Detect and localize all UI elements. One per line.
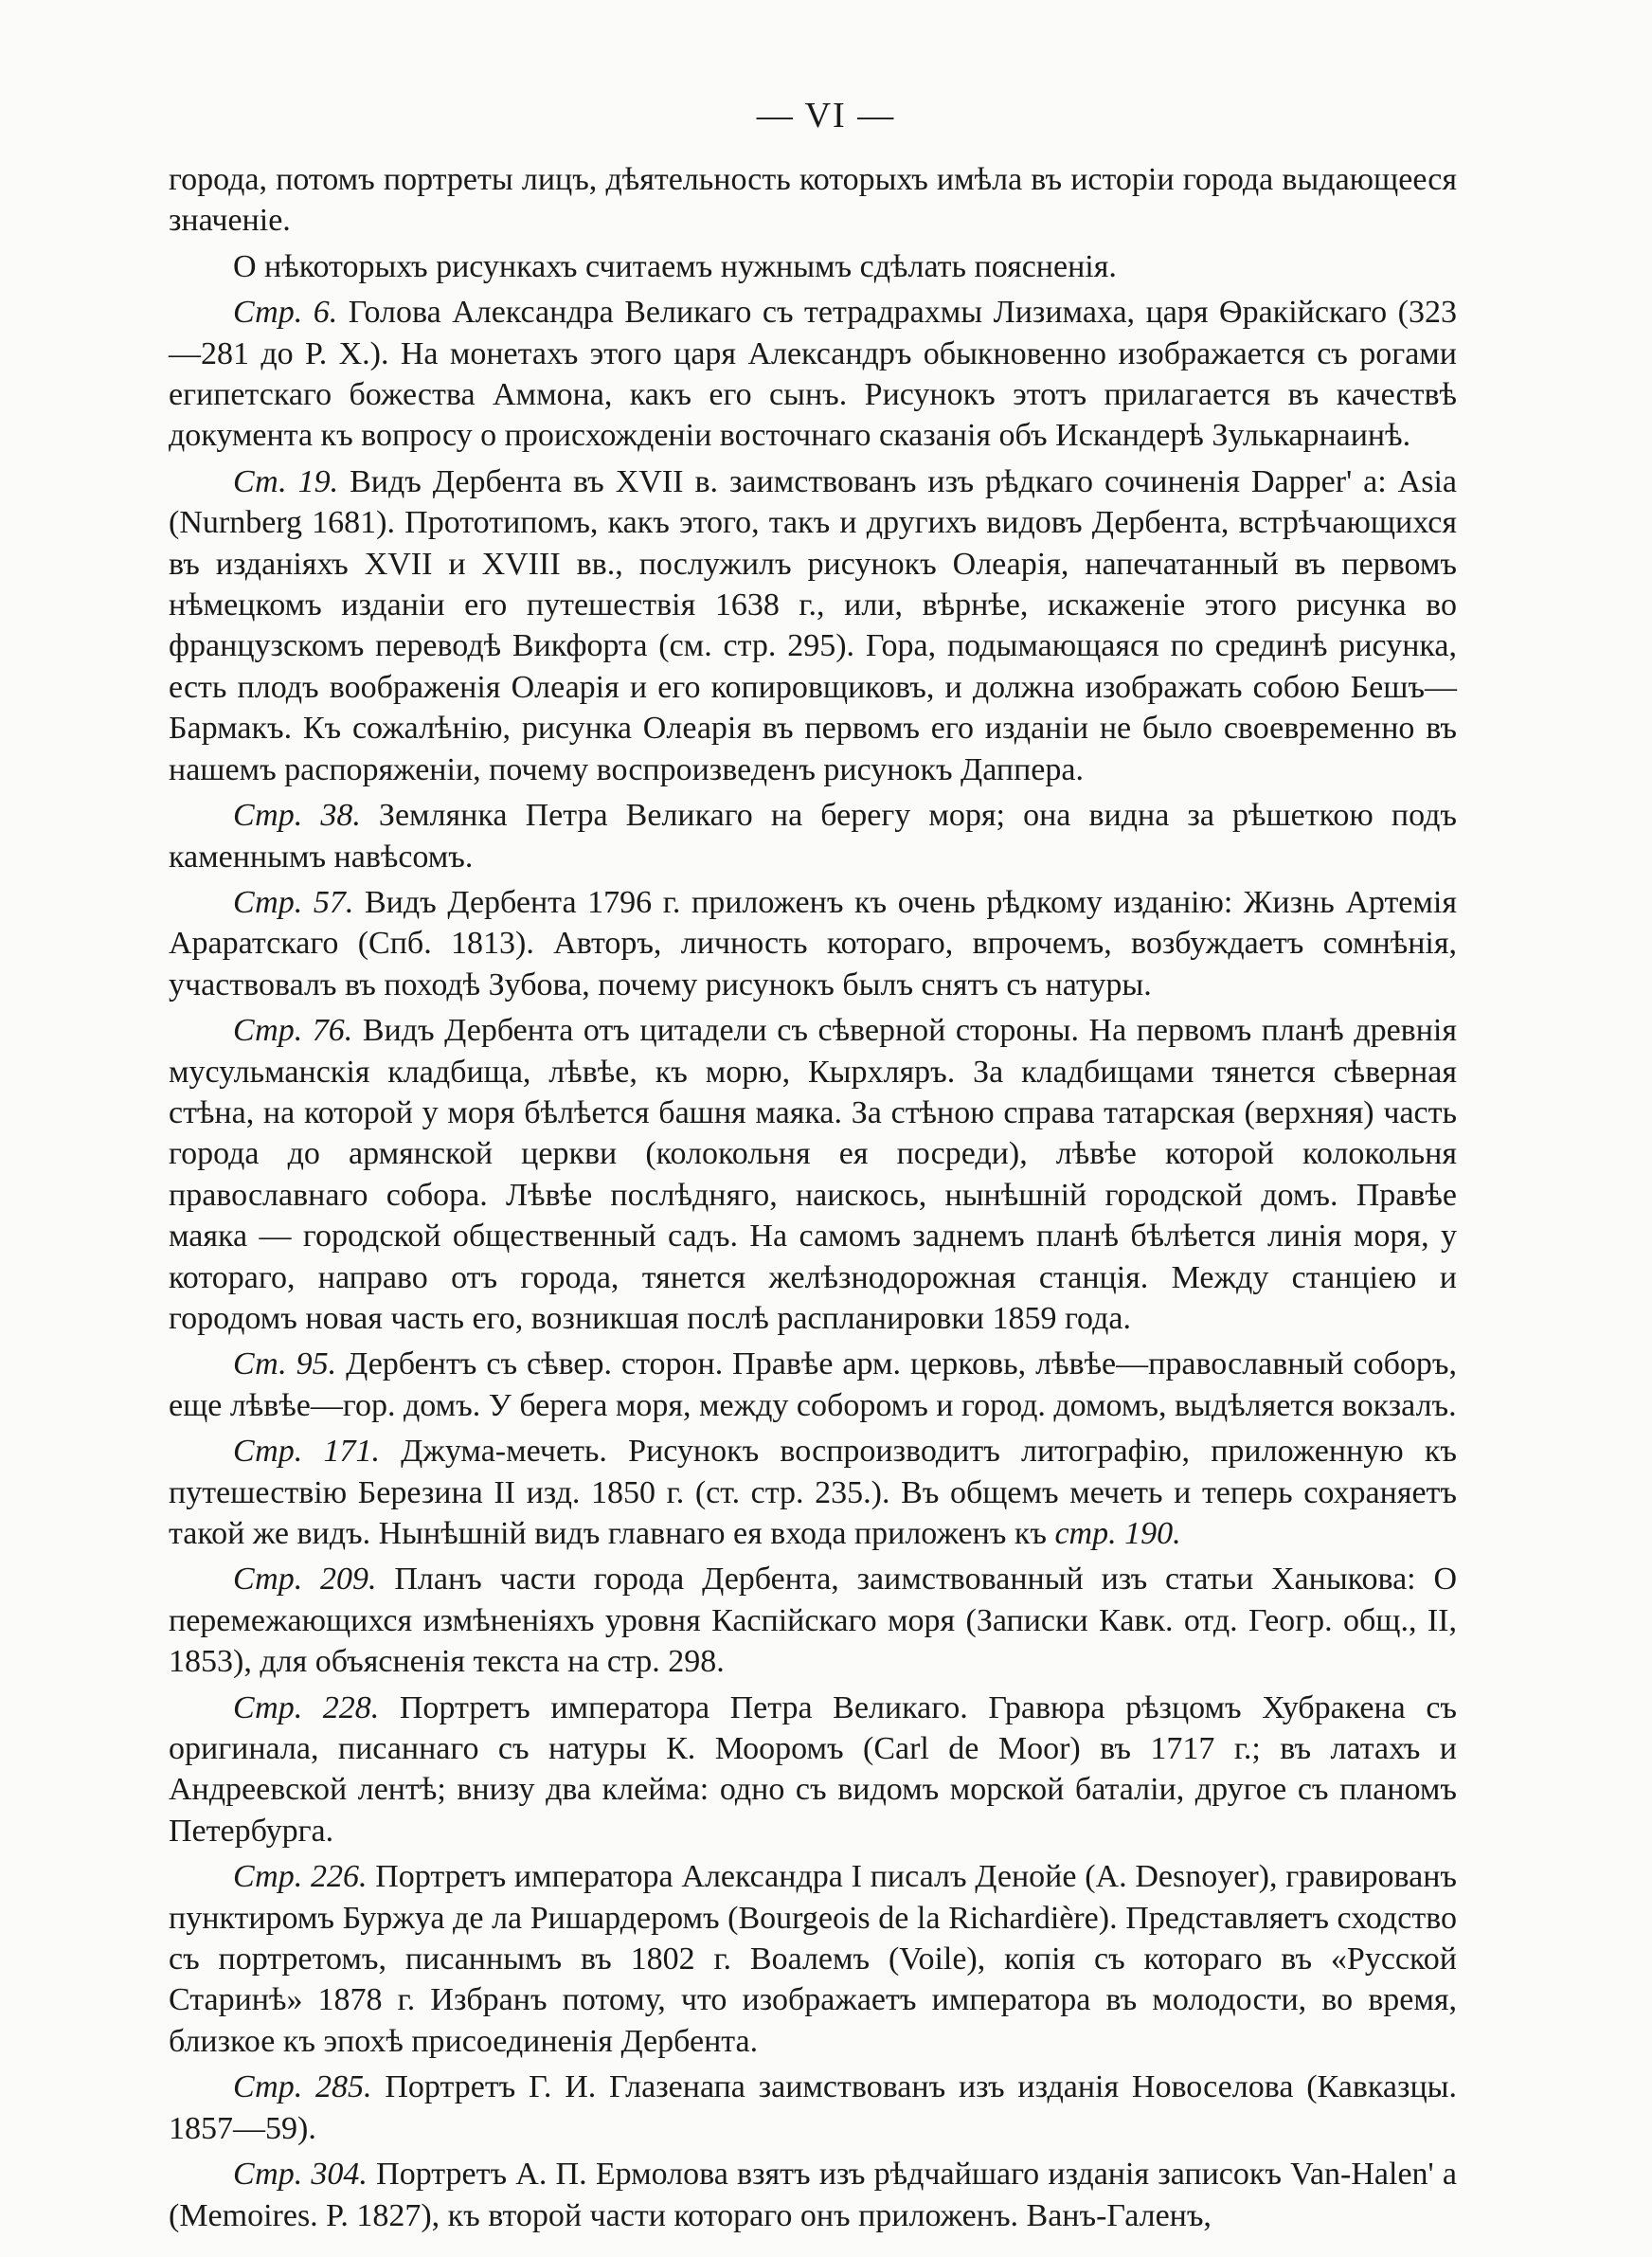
paragraph-page-171 <box>169 1431 1457 1554</box>
paragraph-page-304 <box>169 2154 1457 2236</box>
paragraph-text: Голова Александра Великаго съ тетрадрахмы Лизимаха, царя Ѳракійскаго (323—281 до Р. Х.). На монетахъ этого царя Александръ обыкновенно изображается съ рогами египетскаго божества Аммона, какъ его сынъ. Рисунокъ этотъ прилагается въ качествѣ документа къ вопросу о происхожденіи восточнаго сказанія объ Искандерѣ Зулькарнаинѣ. <box>169 295 1457 454</box>
paragraph-page-95 <box>169 1344 1457 1426</box>
page-reference: Стр. 228. <box>233 1689 380 1725</box>
page-reference-end: стр. 190. <box>1054 1516 1181 1551</box>
paragraph-page-76 <box>169 1010 1457 1339</box>
paragraph-text: Планъ части города Дербента, заимствованный изъ статьи Ханыкова: О перемежающихся измѣненіяхъ уровня Каспійскаго моря (Записки Кавк. отд. Геогр. общ., II, 1853), для объясненія текста на стр. 298. <box>169 1562 1457 1680</box>
paragraph-page-19 <box>169 461 1457 790</box>
paragraph-note <box>169 246 1457 287</box>
paragraph-page-226 <box>169 1856 1457 2062</box>
paragraph-text: города, потомъ портреты лицъ, дѣятельность которыхъ имѣла въ исторіи города выдающееся значеніе. <box>169 162 1457 239</box>
page-reference: Стр. 209. <box>233 1562 377 1598</box>
paragraph-text: О нѣкоторыхъ рисункахъ считаемъ нужнымъ сдѣлать поясненія. <box>233 248 1117 284</box>
paragraph-page-228 <box>169 1688 1457 1852</box>
paragraph-text: Портретъ императора Александра I писалъ Денойе (A. Desnoyer), гравированъ пунктиромъ Буржуа де ла Ришардеромъ (Bourgeois de la Richardière). Представляетъ сходство съ портретомъ, писаннымъ въ 1802 г. Воалемъ (Voile), копія съ котораго въ «Русской Старинѣ» 1878 г. Избранъ потому, что изображаетъ императора въ молодости, во время, близкое къ эпохѣ присоединенія Дербента. <box>169 1859 1457 2059</box>
paragraph-text: Видъ Дербента отъ цитадели съ сѣверной стороны. На первомъ планѣ древнія мусульманскія кладбища, лѣвѣе, къ морю, Кырхляръ. За кладбищами тянется сѣверная стѣна, на которой у моря бѣлѣется башня маяка. За стѣною справа татарская (верхняя) часть города до армянской церкви (колокольня ея посреди), лѣвѣе которой колокольня православнаго собора. Лѣвѣе послѣдняго, наискось, нынѣшній городской домъ. Правѣе маяка — городской общественный садъ. На самомъ заднемъ планѣ бѣлѣется линія моря, у котораго, направо отъ города, тянется желѣзнодорожная станція. Между станціею и городомъ новая часть его, возникшая послѣ распланировки 1859 года. <box>169 1013 1457 1336</box>
page-reference: Стр. 57. <box>233 884 354 920</box>
paragraph-text: Видъ Дербента въ XVII в. заимствованъ изъ рѣдкаго сочиненія Dapper' а: Asia (Nurnberg 1681). Прототипомъ, какъ этого, такъ и другихъ видовъ Дербента, встрѣчающихся въ изданіяхъ XVII и XVIII вв., послужилъ рисунокъ Олеарія, напечатанный въ первомъ нѣмецкомъ изданіи его путешествія 1638 г., или, вѣрнѣе, искаженіе этого рисунка во французскомъ переводѣ Викфорта (см. стр. 295). Гора, подымающаяся по срединѣ рисунка, есть плодъ воображенія Олеарія и его копировщиковъ, и должна изображать собою Бешъ—Бармакъ. Къ сожалѣнію, рисунка Олеарія въ первомъ его изданіи не было своевременно въ нашемъ распоряженіи, почему воспроизведенъ рисунокъ Даппера. <box>169 463 1457 787</box>
page-reference: Стр. 76. <box>233 1013 353 1049</box>
paragraph-text: Джума-мечеть. Рисунокъ воспроизводитъ литографію, приложенную къ путешествію Березина II изд. 1850 г. (ст. стр. 235.). Въ общемъ мечеть и теперь сохраняетъ такой же видъ. Нынѣшній видъ главнаго ея входа приложенъ къ <box>169 1434 1457 1551</box>
paragraph-text: Дербентъ съ сѣвер. сторон. Правѣе арм. церковь, лѣвѣе—православный соборъ, еще лѣвѣе—гор. домъ. У берега моря, между соборомъ и город. домомъ, выдѣляется вокзалъ. <box>169 1346 1457 1423</box>
paragraph-intro <box>169 159 1457 242</box>
page-number: — VI — <box>756 96 896 135</box>
body-text <box>169 159 1457 2241</box>
page-reference: Стр. 285. <box>233 2069 372 2105</box>
paragraph-page-38 <box>169 795 1457 877</box>
paragraph-page-57 <box>169 882 1457 1005</box>
paragraph-page-209 <box>169 1559 1457 1682</box>
page-reference: Стр. 6. <box>233 295 338 331</box>
paragraph-text: Портретъ императора Петра Великаго. Гравюра рѣзцомъ Хубракена съ оригинала, писаннаго съ натуры К. Мооромъ (Carl de Moor) въ 1717 г.; въ латахъ и Андреевской лентѣ; внизу два клейма: одно съ видомъ морской баталіи, другое съ планомъ Петербурга. <box>169 1689 1457 1849</box>
paragraph-text: Землянка Петра Великаго на берегу моря; она видна за рѣшеткою подъ каменнымъ навѣсомъ. <box>169 798 1457 875</box>
paragraph-page-6 <box>169 292 1457 457</box>
page-reference: Ст. 19. <box>233 463 339 499</box>
page-reference: Ст. 95. <box>233 1346 337 1382</box>
page-reference: Стр. 304. <box>233 2157 368 2193</box>
page-reference: Стр. 171. <box>233 1434 380 1470</box>
page-reference: Стр. 226. <box>233 1859 368 1895</box>
page-reference: Стр. 38. <box>233 798 361 834</box>
paragraph-page-285 <box>169 2067 1457 2149</box>
paragraph-text: Видъ Дербента 1796 г. приложенъ къ очень рѣдкому изданію: Жизнь Артемія Араратскаго (Спб. 1813). Авторъ, личность котораго, впрочемъ, возбуждаетъ сомнѣнія, участвовалъ въ походѣ Зубова, почему рисунокъ былъ снятъ съ натуры. <box>169 884 1457 1002</box>
paragraph-text: Портретъ Г. И. Глазенапа заимствованъ изъ изданія Новоселова (Кавказцы. 1857—59). <box>169 2069 1457 2146</box>
paragraph-text: Портретъ А. П. Ермолова взятъ изъ рѣдчайшаго изданія записокъ Van-Halen' a (Memoires. P. 1827), къ второй части котораго онъ приложенъ. Ванъ-Галенъ, <box>169 2157 1457 2233</box>
